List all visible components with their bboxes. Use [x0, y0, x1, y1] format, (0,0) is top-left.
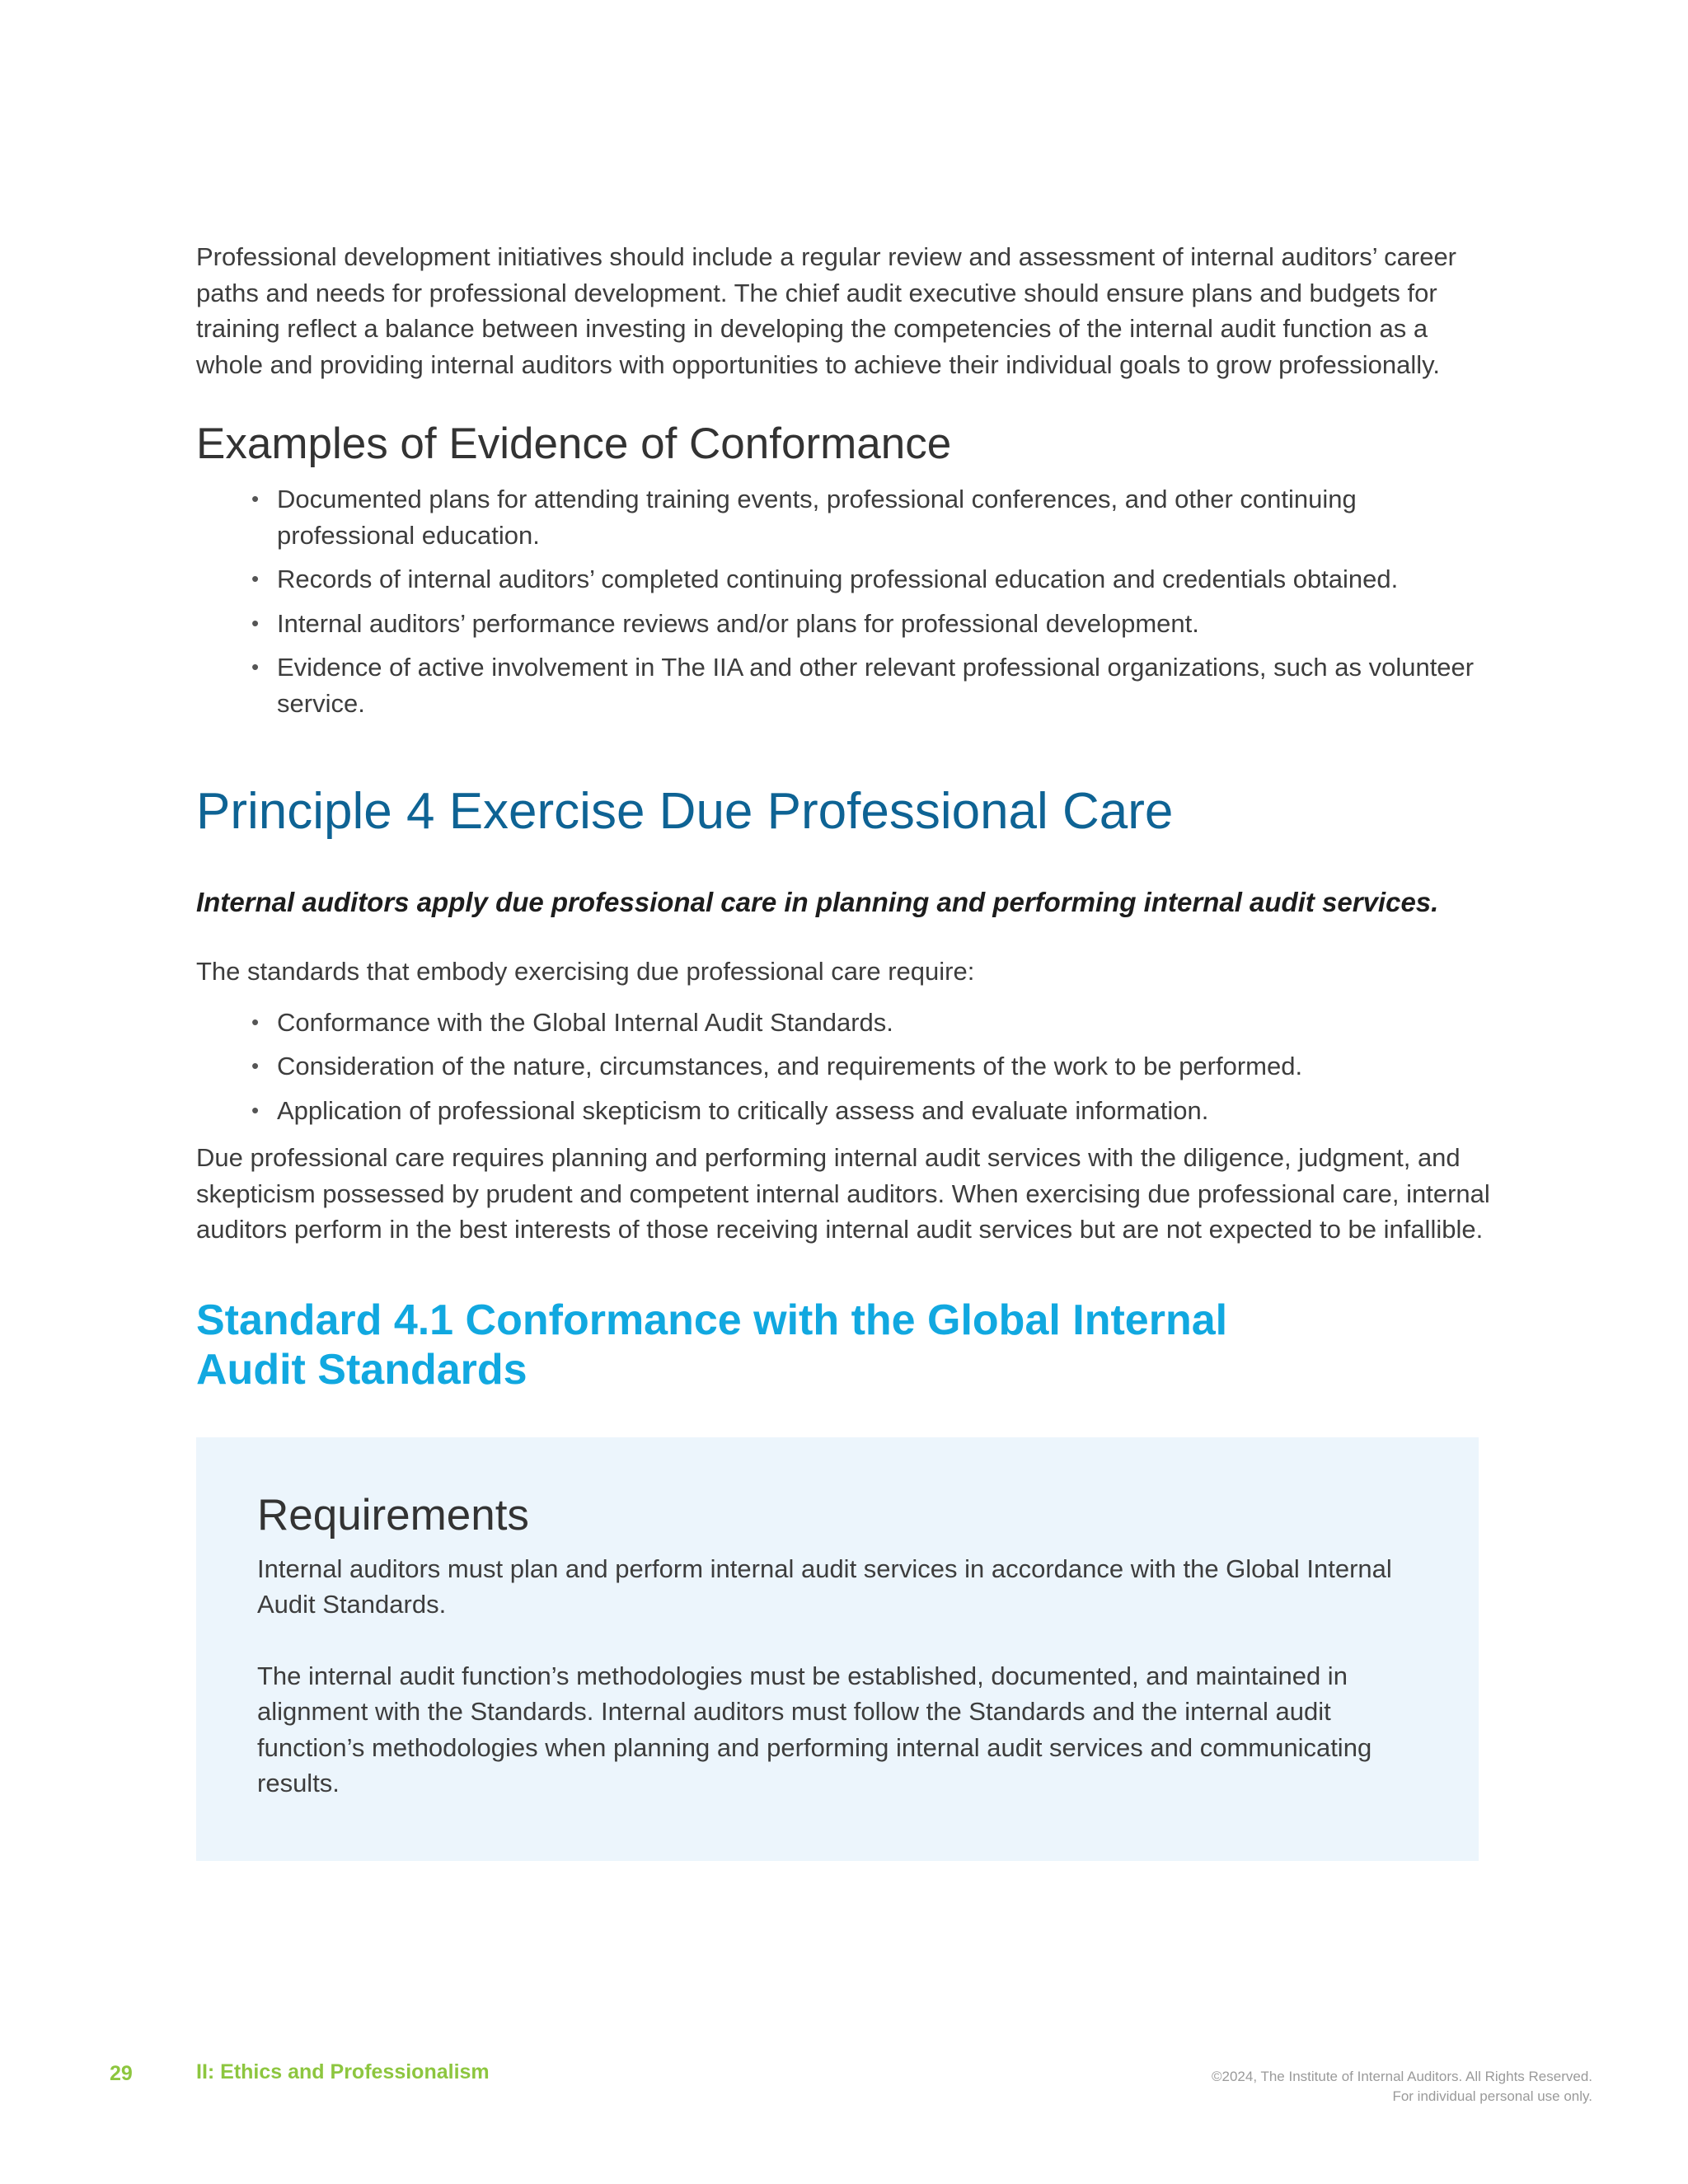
intro-paragraph: Professional development initiatives should include a regular review and assessment of internal auditors’ career paths and needs for professional development. The chief audit executive should ensure plans and budgets for training reflect a balance between investing in developing the competencies of the internal audit function as a whole and providing internal auditors with opportunities to achieve their individual goals to grow professionally.	[196, 242, 1457, 379]
list-item-text: Consideration of the nature, circumstances, and requirements of the work to be performed.	[277, 1052, 1303, 1080]
list-item-text: Documented plans for attending training events, professional conferences, and other continuing professional education.	[277, 485, 1357, 550]
page-number: 29	[110, 2062, 133, 2085]
footer-section-title: II: Ethics and Professionalism	[196, 2060, 490, 2083]
list-item	[251, 1093, 1492, 1129]
requirements-paragraph: Internal auditors must plan and perform internal audit services in accordance with the Global Internal Audit Standards.	[257, 1554, 1392, 1619]
bullet-icon: •	[251, 610, 260, 635]
principle-paragraph: Due professional care requires planning and performing internal audit services with the diligence, judgment, and skepticism possessed by prudent and competent internal auditors. When exercising due professional care, internal auditors perform in the best interests of those receiving internal audit services but are not expected to be infallible.	[196, 1143, 1490, 1244]
usage-note: For individual personal use only.	[1392, 2088, 1592, 2104]
principle-intro: The standards that embody exercising due professional care require:	[196, 957, 975, 986]
list-item	[251, 606, 1492, 642]
principle-heading: Principle 4 Exercise Due Professional Care	[196, 783, 1174, 840]
list-item-text: Evidence of active involvement in The IIA and other relevant professional organizations, such as volunteer service.	[277, 653, 1475, 718]
bullet-icon: •	[251, 1097, 260, 1122]
list-item-text: Records of internal auditors’ completed continuing professional education and credentials obtained.	[277, 565, 1399, 593]
list-item	[251, 649, 1492, 721]
list-item-text: Application of professional skepticism to critically assess and evaluate information.	[277, 1095, 1209, 1125]
requirements-paragraph: The internal audit function’s methodologies must be established, documented, and maintained in alignment with the Standards. Internal auditors must follow the Standards and the internal audit function’s methodologies when planning and performing internal audit services and communicating results.	[257, 1661, 1372, 1797]
principle-list	[196, 1005, 1492, 1129]
bullet-icon: •	[251, 1053, 260, 1078]
list-item	[251, 1005, 1492, 1041]
list-item-text: Conformance with the Global Internal Audit Standards.	[277, 1007, 893, 1037]
bullet-icon: •	[251, 486, 260, 511]
list-item-text: Internal auditors’ performance reviews and/or plans for professional development.	[277, 608, 1199, 638]
list-item	[251, 481, 1492, 553]
principle-statement: Internal auditors apply due professional care in planning and performing internal audit services.	[196, 887, 1439, 917]
standard-heading: Standard 4.1 Conformance with the Global Internal Audit Standards	[196, 1296, 1228, 1394]
bullet-icon: •	[251, 566, 260, 591]
bullet-icon: •	[251, 1009, 260, 1034]
list-item	[251, 561, 1492, 598]
page-content	[196, 239, 1492, 1861]
requirements-heading: Requirements	[257, 1490, 529, 1540]
examples-list	[196, 481, 1492, 721]
footer-copyright	[1212, 2067, 1592, 2107]
examples-heading: Examples of Evidence of Conformance	[196, 419, 952, 468]
bullet-icon: •	[251, 654, 260, 679]
list-item	[251, 1048, 1492, 1085]
copyright-line: ©2024, The Institute of Internal Auditors. All Rights Reserved.	[1211, 2069, 1592, 2084]
requirements-box	[196, 1437, 1479, 1861]
